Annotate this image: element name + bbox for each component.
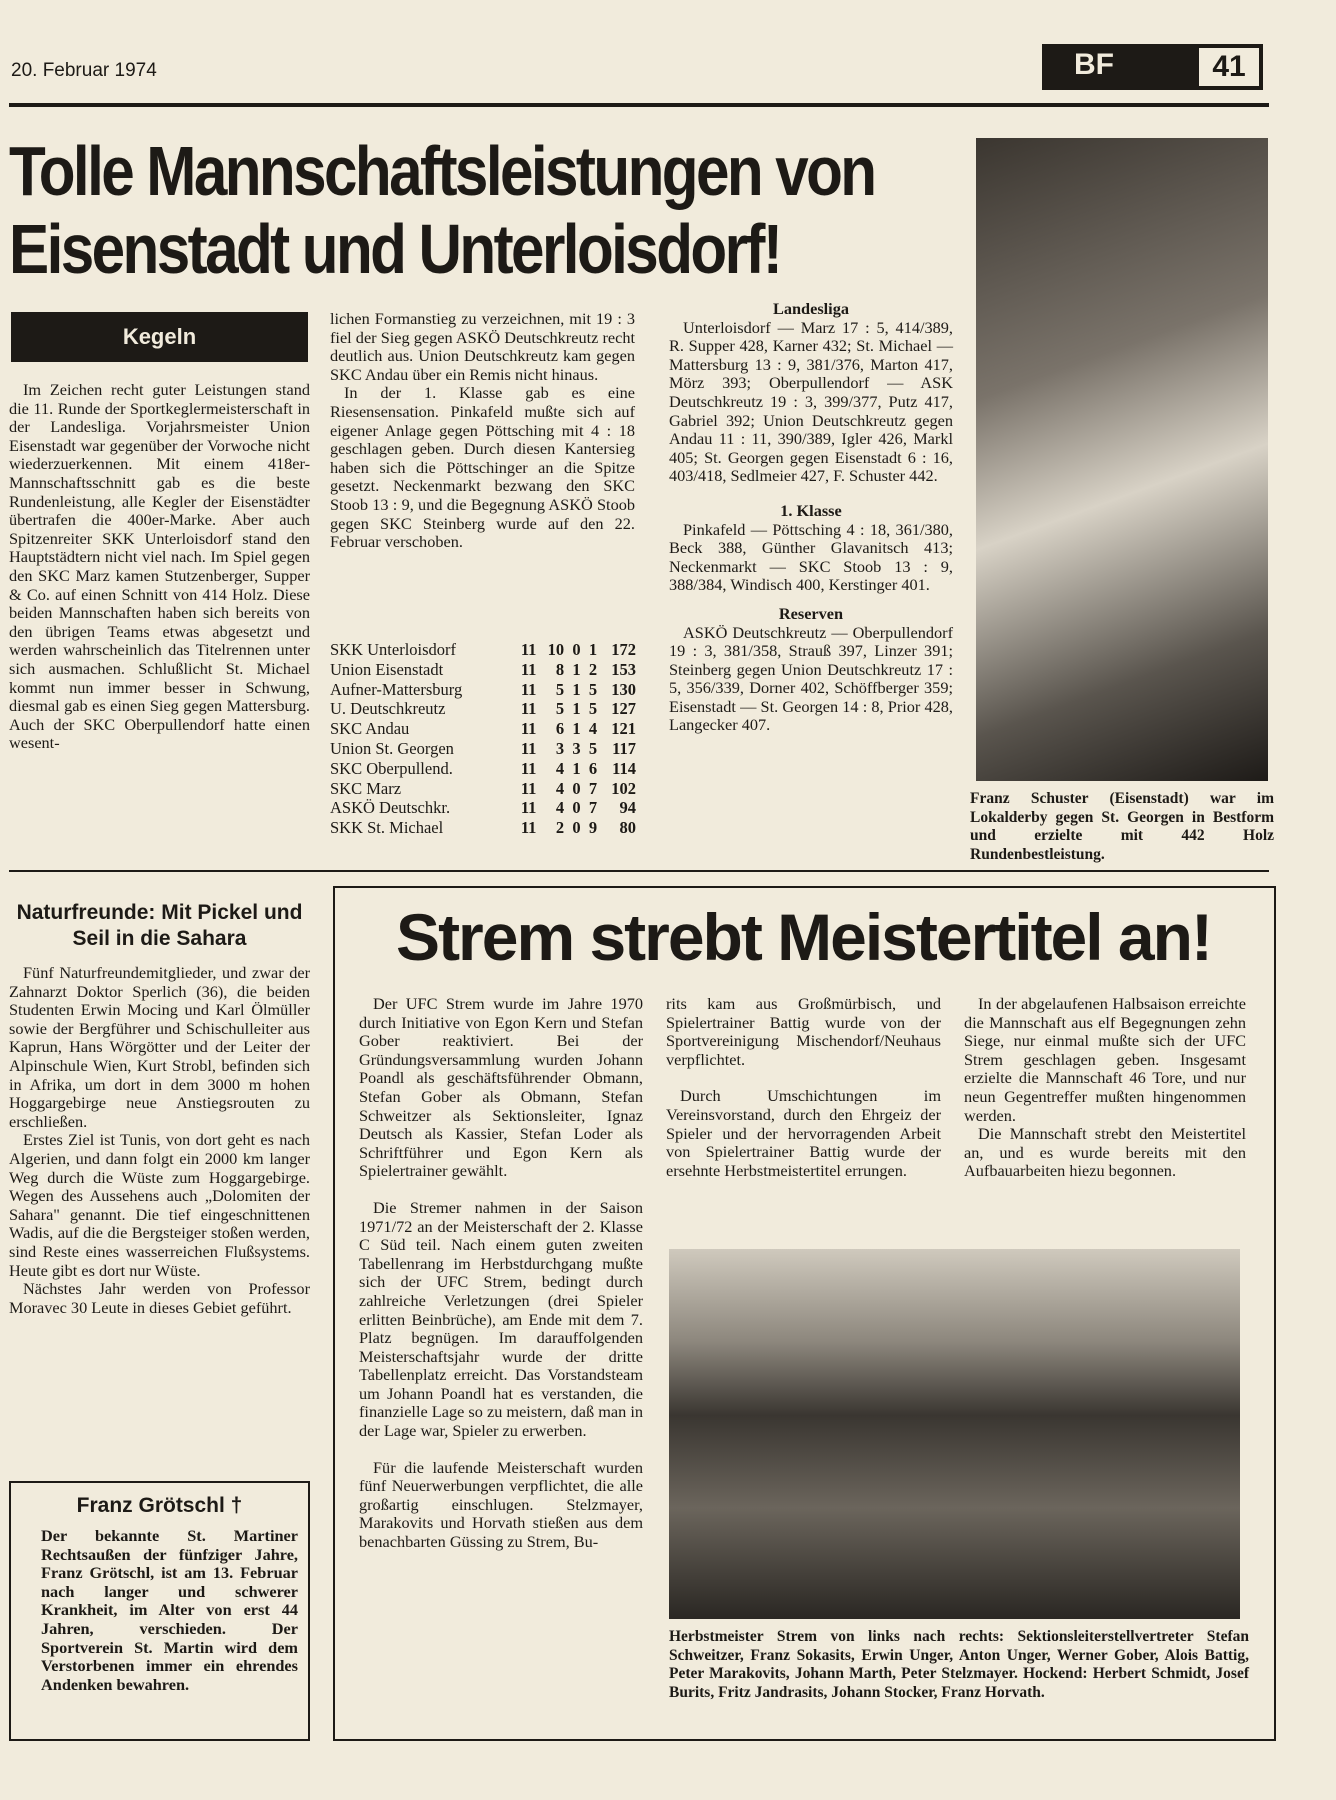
stat-cell: 4 [555,778,565,798]
results-heading: Reserven [778,603,844,623]
team-name: ASKÖ Deutschkr. [330,798,451,818]
stat-cell: 6 [588,758,598,778]
stat-cell: 0 [572,818,581,838]
obituary-title: Franz Grötschl † [76,1494,243,1517]
header-rule [9,103,1269,107]
team-name: U. Deutschkreutz [330,699,446,719]
stat-cell: 9 [588,818,598,838]
stat-cell: 11 [520,798,537,818]
section-label: BF [1074,48,1114,81]
stat-cell: 80 [619,818,636,838]
naturfreunde-body [9,964,310,1317]
stat-cell: 5 [555,679,565,699]
table-row [328,719,638,739]
table-row [328,739,638,759]
stat-cell: 11 [520,659,537,679]
stat-cell: 114 [612,758,636,778]
team-name: SKK Unterloisdorf [330,640,457,659]
stat-cell: 0 [572,798,581,818]
stat-cell: 0 [572,640,581,659]
stat-cell: 4 [588,719,598,739]
table-row [328,699,638,719]
paragraph: rits kam aus Großmürbisch, und Spielertrainer Battig wurde von der Sportvereinigung Mischendorf/Neuhaus verpflichtet. [666,994,941,1069]
results-landesliga [669,300,953,486]
stat-cell: 117 [612,738,636,758]
stat-cell: 130 [611,679,636,699]
stat-cell: 11 [520,738,537,758]
kegeln-results [669,300,953,735]
stat-cell: 3 [572,738,581,758]
stat-cell: 11 [520,719,537,739]
results-heading: Landesliga [772,299,849,318]
results-text: Unterloisdorf — Marz 17 : 5, 414/389, R. Supper 428, Karner 432; St. Michael — Mattersburg 13 : 9, 381/376, Marton 417, Mörz 393; Oberpullendorf — ASK Deutschkreutz 19 : 3, 399/377, Putz 417, Gabriel 392; Union Deutschkreutz gegen Andau 11 : 11, 390/389, Igler 426, Markl 405; St. Georgen gegen Eisenstadt 6 : 16, 403/418, Sedlmeier 427, F. Schuster 442. [669,317,953,486]
paragraph: Im Zeichen recht guter Leistungen stand die 11. Runde der Sportkeglermeisterschaft in der Landesliga. Vorjahrsmeister Union Eisenstadt war gegenüber der Vorwoche nicht wiederzuerkennen. Mit einem 418er-Mannschaftsschnitt gab es die beste Rundenleistung, alle Kegler der Eisenstädter übertrafen die 400er-Marke. Aber auch Spitzenreiter SKK Unterloisdorf stand den Hauptstädtern nicht viel nach. Im Spiel gegen den SKC Marz kamen Stutzenberger, Supper & Co. auf einen Schnitt von 414 Holz. Diese beiden Mannschaften haben sich bereits von den übrigen Teams etwas abgesetzt und werden wahrscheinlich das Titelrennen unter sich ausmachen. Schlußlicht St. Michael kommt nun immer besser in Schwung, diesmal gab es einen Sieg gegen Mattersburg. Auch der SKC Oberpullendorf hatte einen wesent- [9,380,310,753]
stat-cell: 1 [572,679,581,699]
stat-cell: 11 [520,679,537,699]
stat-cell: 6 [555,719,565,739]
team-name: Union Eisenstadt [330,659,444,679]
stat-cell: 11 [520,758,537,778]
page-number: 41 [1199,48,1259,86]
stat-cell: 5 [588,679,598,699]
paragraph: Die Stremer nahmen in der Saison 1971/72 an der Meisterschaft der 2. Klasse C Süd teil. Nach einem guten zweiten Tabellenrang im Herbstdurchgang mußte sich der UFC Strem, bedingt durch zahlreiche Verletzungen (drei Spieler erlitten Beinbrüche), am Ende mit dem 7. Platz begnügen. Im darauffolgenden Meisterschaftsjahr wurde der dritte Tabellenplatz erreicht. Das Vorstandsteam um Johann Poandl hat es verstanden, die finanzielle Lage so zu meistern, daß man in der Lage war, Spieler zu erwerben. [359,1197,643,1441]
table-row [328,818,638,838]
paragraph: Erstes Ziel ist Tunis, von dort geht es nach Algerien, und dann folgt ein 2000 km langer Weg durch die Wüste zum Hoggargebirge. Wegen des Aussehens auch „Dolomiten der Sahara" genannt. Die tief eingeschnittenen Wadis, auf die die Bergsteiger stoßen werden, sind Reste eines wasserreichen Flußsystems. Heute gibt es dort nur Wüste. [9,1130,310,1280]
page-badge [1042,44,1263,90]
team-name: SKK St. Michael [330,818,444,838]
results-heading: 1. Klasse [780,500,842,520]
bowler-caption: Franz Schuster (Eisenstadt) war im Lokalderby gegen St. Georgen in Bestform und erzielte mit 442 Holz Rundenbestleistung. [970,790,1274,863]
table-row [328,759,638,779]
stat-cell: 11 [520,699,537,719]
standings-table [328,640,638,838]
team-name: SKC Andau [330,719,410,739]
stat-cell: 11 [520,818,537,838]
stat-cell: 10 [547,640,565,659]
team-photo [669,1249,1240,1619]
section-divider [9,870,1269,872]
results-text: Pinkafeld — Pöttsching 4 : 18, 361/380, Beck 388, Günther Glavanitsch 413; Neckenmarkt — SKC Stoob 13 : 9, 388/384, Windisch 400, Kerstinger 401. [669,519,953,595]
strem-col-a [359,995,643,1552]
paragraph: Für die laufende Meisterschaft wurden fünf Neuerwerbungen verpflichtet, die alle großartig einschlugen. Stelzmayer, Marakovits und Horvath stießen aus dem benachbarten Güssing zu Strem, Bu- [359,1457,643,1552]
stat-cell: 5 [588,738,598,758]
team-name: SKC Marz [330,778,402,798]
paragraph: In der abgelaufenen Halbsaison erreichte die Mannschaft aus elf Begegnungen zehn Siege, nur einmal mußte sich der UFC Strem geschlagen geben. Insgesamt erzielte die Mannschaft 46 Tore, und nur neun Gegentreffer mußten hingenommen werden. [964,994,1246,1125]
stat-cell: 102 [611,778,636,798]
strem-col-b [666,995,941,1180]
paragraph: Die Mannschaft strebt den Meistertitel an, und es wurde bereits mit den Aufbauarbeiten hiezu begonnen. [964,1124,1246,1181]
stat-cell: 0 [572,778,581,798]
obituary-box [9,1481,310,1741]
bowler-photo [976,138,1268,781]
team-name: Union St. Georgen [330,738,454,758]
stat-cell: 7 [588,798,598,818]
team-name: SKC Oberpullend. [330,758,453,778]
stat-cell: 127 [611,699,636,719]
stat-cell: 153 [611,659,636,679]
stat-cell: 5 [588,699,598,719]
table-row [328,640,638,660]
stat-cell: 4 [555,758,565,778]
stat-cell: 94 [619,798,636,818]
stat-cell: 1 [588,640,598,659]
strem-col-c [964,995,1246,1181]
stat-cell: 1 [572,699,581,719]
table-row [328,779,638,799]
stat-cell: 3 [555,738,565,758]
table-row [328,680,638,700]
stat-cell: 172 [611,640,636,659]
stat-cell: 8 [555,659,565,679]
naturfreunde-article [9,900,310,1317]
paragraph: In der 1. Klasse gab es eine Riesensensation. Pinkafeld mußte sich auf eigener Anlage gegen Pöttsching mit 4 : 18 geschlagen geben. Durch diesen Kantersieg haben sich die Pöttschinger an die Spitze gesetzt. Neckenmarkt bezwang den SKC Stoob 13 : 9, und die Begegnung ASKÖ Stoob gegen SKC Steinberg wurde auf den 22. Februar verschoben. [330,383,635,552]
kegeln-kicker: Kegeln [11,312,308,362]
obituary-text: Der bekannte St. Martiner Rechtsaußen der fünfziger Jahre, Franz Grötschl, ist am 13. Februar nach langer und schwerer Krankheit, im Alter von erst 44 Jahren, verschieden. Der Sportverein St. Martin wird dem Verstorbenen immer ein ehrendes Andenken bewahren. [41,1526,298,1694]
stat-cell: 2 [555,818,565,838]
stat-cell: 11 [520,640,537,659]
stat-cell: 121 [611,719,636,739]
table-row [328,660,638,680]
issue-date: 20. Februar 1974 [11,60,157,81]
stat-cell: 1 [572,719,581,739]
stat-cell: 11 [520,778,537,798]
naturfreunde-title: Naturfreunde: Mit Pickel und Seil in die Sahara [16,901,303,950]
stat-cell: 1 [572,659,581,679]
paragraph: Durch Umschichtungen im Vereinsvorstand, durch den Ehrgeiz der Spieler und der hervorragenden Arbeit von Spielertrainer Battig wurde der ersehnte Herbstmeistertitel errungen. [666,1086,941,1180]
paragraph: lichen Formanstieg zu verzeichnen, mit 19 : 3 fiel der Sieg gegen ASKÖ Deutschkreutz recht deutlich aus. Union Deutschkreutz kam gegen SKC Andau über ein Remis nicht hinaus. [330,309,635,384]
kegeln-col1 [9,381,310,753]
results-reserven [669,605,953,735]
paragraph: Fünf Naturfreundemitglieder, und zwar der Zahnarzt Doktor Sperlich (36), die beiden Studenten Erwin Mocing und Karl Ölmüller sowie der Bergführer und Schischulleiter aus Kaprun, Hans Wörgötter und der Leiter der Alpinschule Wien, Kurt Strobl, befinden sich in Afrika, um dort in dem 3000 m hohen Hoggargebirge neue Anstiegsrouten zu erschließen. [9,963,310,1131]
team-name: Aufner-Mattersburg [330,679,463,699]
team-caption: Herbstmeister Strem von links nach rechts: Sektionsleiterstellvertreter Stefan Schweitzer, Franz Sokasits, Erwin Unger, Anton Unger, Werner Gober, Alois Battig, Peter Marakovits, Johann Marth, Peter Stelzmayer. Hockend: Herbert Schmidt, Josef Burits, Fritz Jandrasits, Johann Stocker, Franz Horvath. [669,1628,1249,1701]
paragraph: Nächstes Jahr werden von Professor Moravec 30 Leute in dieses Gebiet geführt. [9,1279,310,1317]
results-text: ASKÖ Deutschkreutz — Oberpullendorf 19 : 3, 381/358, Strauß 397, Linzer 391; Steinberg gegen Union Deutschkreutz 17 : 5, 356/339, Dorner 402, Schöffberger 359; Eisenstadt — St. Georgen 14 : 8, Prior 428, Langecker 407. [669,622,953,735]
kegeln-headline: Tolle Mannschaftsleistungen von Eisenstadt und Unterloisdorf! [9,132,875,288]
stat-cell: 4 [555,798,565,818]
stat-cell: 5 [555,699,565,719]
paragraph: Der UFC Strem wurde im Jahre 1970 durch Initiative von Egon Kern und Stefan Gober reaktiviert. Bei der Gründungsversammlung wurden Johann Poandl als geschäftsführender Obmann, Stefan Gober als Obmann, Stefan Schweitzer als Sektionsleiter, Ignaz Deutsch als Kassier, Stefan Loder als Schriftführer und Egon Kern als Spielertrainer gewählt. [359,994,643,1181]
table-row [328,798,638,818]
stat-cell: 7 [588,778,598,798]
stat-cell: 2 [588,659,598,679]
stat-cell: 1 [572,758,581,778]
kegeln-col2 [330,310,635,552]
strem-headline: Strem strebt Meistertitel an! [396,900,1211,974]
results-1-klasse [669,502,953,595]
